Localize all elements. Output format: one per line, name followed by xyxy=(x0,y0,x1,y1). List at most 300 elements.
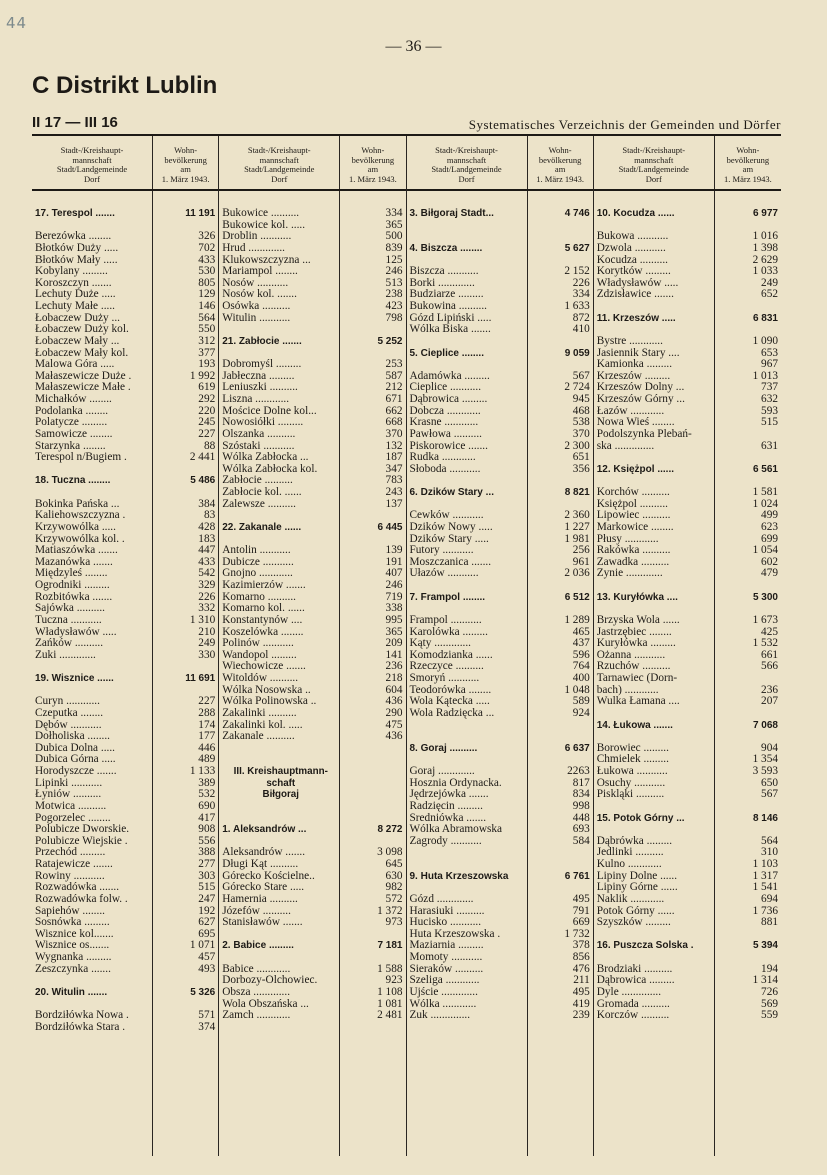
place-population xyxy=(340,952,405,964)
district-population: 5 627 xyxy=(564,242,590,254)
place-population: 211 xyxy=(573,975,590,987)
place-population: 356 xyxy=(572,463,590,475)
place-name: Brodziaki .......... xyxy=(596,963,673,975)
place-name: Dubica Górna ..... xyxy=(35,754,116,766)
place-population: 495 xyxy=(572,893,590,905)
place-population: 247 xyxy=(198,893,216,905)
place-name: Krzywowólka kol. . xyxy=(35,533,125,545)
place-name: Berezówka ........ xyxy=(35,231,112,243)
column-body xyxy=(219,191,405,1156)
place-population: 1 289 xyxy=(564,614,590,626)
place-population: 630 xyxy=(385,870,403,882)
place-name: Hucisko ........... xyxy=(409,917,482,929)
place-name: Kuryłówka ......... xyxy=(596,638,676,650)
district-population: 7 068 xyxy=(752,719,778,731)
place-name: Tuczna ........... xyxy=(35,614,102,626)
place-name: Wiechowicze ....... xyxy=(222,661,306,673)
place-name: Korczów .......... xyxy=(596,1010,670,1022)
place-population: 1 981 xyxy=(564,533,590,545)
place-name: Borowiec ......... xyxy=(596,742,669,754)
table-column xyxy=(406,136,593,1156)
place-name: Rzeczyce .......... xyxy=(409,661,484,673)
place-name xyxy=(32,464,152,476)
place-name: Cieplice ........... xyxy=(409,382,482,394)
place-name: Jasiennik Stary .... xyxy=(596,347,680,359)
place-population: 1 314 xyxy=(752,975,778,987)
place-name: Dąbrowica ......... xyxy=(409,394,488,405)
place-name: Klukowszczyzna ... xyxy=(222,254,311,266)
place-population xyxy=(715,220,781,232)
place-population xyxy=(340,510,405,522)
column-header xyxy=(219,136,405,191)
place-population: 995 xyxy=(385,614,403,626)
place-name: Pogorzelec ........ xyxy=(35,812,111,824)
place-population xyxy=(340,929,405,941)
place-name: Zabłocie .......... xyxy=(222,475,293,487)
place-name xyxy=(407,336,527,348)
place-name: Małaszewicze Duże . xyxy=(35,370,132,382)
place-name: Huta Krzeszowska . xyxy=(409,928,501,940)
place-name: Korytków ......... xyxy=(596,266,671,278)
place-population: 3 593 xyxy=(752,766,778,777)
district-name: 8. Goraj .......... xyxy=(409,742,478,754)
municipality-table xyxy=(32,136,781,1156)
place-population: 726 xyxy=(761,986,778,998)
place-name: Zdzisławice ....... xyxy=(596,289,674,301)
population-list xyxy=(714,191,781,1156)
header-name: Stadt-/Kreishaupt- mannschaft Stadt/Landgemeinde Dorf xyxy=(431,145,502,184)
place-population: 1 673 xyxy=(752,614,778,626)
place-population: 243 xyxy=(385,487,403,498)
place-population: 593 xyxy=(761,405,778,417)
column-header xyxy=(594,136,781,191)
place-population: 389 xyxy=(198,777,216,789)
place-name: Rudka ............ xyxy=(409,452,476,464)
place-name xyxy=(407,603,527,615)
place-population: 1 090 xyxy=(752,335,778,347)
place-population xyxy=(340,743,405,755)
place-name: Rzuchów .......... xyxy=(596,661,671,673)
place-population: 542 xyxy=(198,568,216,580)
place-population: 132 xyxy=(385,440,403,452)
place-population: 719 xyxy=(385,591,403,603)
place-population: 1 048 xyxy=(564,684,590,696)
place-name: Hosznia Ordynacka. xyxy=(409,777,502,789)
place-name: Antolin ........... xyxy=(222,545,291,557)
district-name: 14. Łukowa ....... xyxy=(596,719,673,731)
place-name: Witulin ........... xyxy=(222,312,291,324)
place-population: 1 992 xyxy=(189,370,216,382)
place-name: Polinów ........... xyxy=(222,638,294,650)
place-population: 604 xyxy=(385,684,403,696)
place-population: 365 xyxy=(385,219,403,231)
place-name xyxy=(407,847,527,859)
place-population: 436 xyxy=(385,696,403,708)
place-name: Stanisławów ....... xyxy=(222,917,303,929)
section-range: II 17 — III 16 xyxy=(32,114,118,131)
place-name: Harasiuki .......... xyxy=(409,905,485,917)
place-name: Samowicze ........ xyxy=(35,428,113,440)
place-name xyxy=(32,487,152,499)
table-column xyxy=(218,136,405,1156)
place-population xyxy=(340,836,405,848)
place-name: Matiaszówka ....... xyxy=(35,545,118,557)
district-name: 4. Biszcza ........ xyxy=(409,242,483,254)
place-name: Krasne ............ xyxy=(409,417,479,429)
place-name: Lechuty Duże ..... xyxy=(35,289,116,301)
place-name xyxy=(219,801,339,813)
place-population xyxy=(528,731,593,743)
place-population: 378 xyxy=(572,940,590,952)
district-name: 3. Biłgoraj Stadt... xyxy=(409,208,494,219)
place-population: 292 xyxy=(198,394,216,405)
place-population: 596 xyxy=(572,649,590,661)
district-name: 21. Zabłocie ....... xyxy=(222,335,302,347)
place-name: Piskląki .......... xyxy=(596,789,665,801)
place-name: Gnojno ............ xyxy=(222,568,293,580)
district-population: 6 761 xyxy=(564,870,590,882)
place-name: Wólka Zabłocka ... xyxy=(222,452,309,464)
place-name xyxy=(594,301,714,313)
place-name: Nosów ........... xyxy=(222,277,289,289)
place-population: 377 xyxy=(198,347,216,359)
place-population: 146 xyxy=(198,301,216,312)
place-population: 288 xyxy=(198,707,216,719)
place-population xyxy=(528,882,593,894)
place-name: Słoboda ........... xyxy=(409,463,481,475)
place-population: 1 541 xyxy=(752,882,778,894)
place-name: Krzeszów Dolny ... xyxy=(596,382,685,394)
place-population: 212 xyxy=(385,382,403,394)
place-name: Konstantynów .... xyxy=(222,614,303,626)
place-population: 973 xyxy=(385,917,403,929)
place-name: bach) ............ xyxy=(596,684,659,696)
place-population: 1 013 xyxy=(752,370,778,382)
place-name: Kamionka ......... xyxy=(596,359,673,371)
place-name: Łukowa ........... xyxy=(596,766,668,777)
place-population xyxy=(153,685,218,697)
place-population: 433 xyxy=(198,556,216,568)
place-name: Polatycze ......... xyxy=(35,417,108,429)
place-population: 177 xyxy=(198,731,216,743)
district-name: 1. Aleksandrów ... xyxy=(222,824,307,836)
place-population: 141 xyxy=(385,649,403,661)
district-population: 6 831 xyxy=(752,312,778,324)
place-name: Nowosiółki ......... xyxy=(222,417,304,429)
page-number: — 36 — xyxy=(385,38,442,55)
place-population: 839 xyxy=(385,242,403,254)
place-name: Witoldów .......... xyxy=(222,673,299,684)
place-population xyxy=(528,220,593,232)
place-name: Wisznice os....... xyxy=(35,940,110,952)
district-population: 6 637 xyxy=(564,742,590,754)
place-population: 671 xyxy=(385,394,403,405)
place-population: 330 xyxy=(198,649,216,661)
place-population xyxy=(528,580,593,592)
place-population: 702 xyxy=(198,242,216,254)
place-population: 384 xyxy=(198,498,216,510)
place-name: Dyle .............. xyxy=(596,986,662,998)
place-name: Krzeszów ......... xyxy=(596,370,671,382)
place-population: 436 xyxy=(385,731,403,743)
place-name xyxy=(407,359,527,371)
place-name: Adamówka ......... xyxy=(409,370,490,382)
place-population: 515 xyxy=(761,417,778,429)
place-name: Błotków Mały ..... xyxy=(35,254,118,266)
place-name: Smoryń ........... xyxy=(409,673,480,684)
place-name: Curyn ............ xyxy=(35,696,100,708)
place-name xyxy=(594,824,714,836)
place-name: Dąbrówka ......... xyxy=(596,835,673,847)
place-name: Koroszczyn ....... xyxy=(35,277,112,289)
place-name: Łazów ............ xyxy=(596,405,665,417)
place-population: 515 xyxy=(198,882,216,894)
place-population: 1 024 xyxy=(752,498,778,510)
place-name: Rozwadówka ....... xyxy=(35,882,120,894)
place-population: 693 xyxy=(572,824,590,836)
place-population: 967 xyxy=(761,359,778,371)
place-name xyxy=(407,882,527,894)
place-name: Wandopol ......... xyxy=(222,649,297,661)
place-population: 690 xyxy=(198,800,216,812)
header-population: Wohn- bevölkerung am 1. März 1943. xyxy=(339,136,405,189)
place-name: Momoty ........... xyxy=(409,952,483,963)
place-name: Szóstaki ........... xyxy=(222,440,295,452)
place-population: 856 xyxy=(572,952,590,963)
header-name: Stadt-/Kreishaupt- mannschaft Stadt/Landgemeinde Dorf xyxy=(244,145,315,184)
place-name: Leniuszki .......... xyxy=(222,382,298,394)
place-population xyxy=(528,255,593,267)
place-name xyxy=(407,220,527,232)
place-name: Droblin ........... xyxy=(222,231,292,243)
place-name: Ratajewicze ....... xyxy=(35,859,113,870)
place-name: Markowice ........ xyxy=(596,521,674,533)
place-population: 448 xyxy=(572,812,590,824)
place-population: 695 xyxy=(198,928,216,940)
place-population xyxy=(153,975,218,987)
place-population xyxy=(528,754,593,766)
place-name: Małaszewicze Małe . xyxy=(35,382,131,394)
place-name: Lipiny Dolne ...... xyxy=(596,870,678,882)
place-population: 791 xyxy=(572,905,590,917)
place-population: 1 588 xyxy=(377,963,403,975)
place-name: Hamernia .......... xyxy=(222,893,298,905)
place-population: 699 xyxy=(761,533,778,545)
place-name: Ułazów ........... xyxy=(409,568,479,580)
place-name: Krzywowólka ..... xyxy=(35,521,116,533)
place-name: Dąbrowica ......... xyxy=(596,975,675,987)
place-population: 908 xyxy=(198,824,216,836)
place-name: Łyniów .......... xyxy=(35,789,102,801)
place-population: 538 xyxy=(572,417,590,429)
place-population: 2 724 xyxy=(564,382,590,394)
place-name: Rozbitówka ....... xyxy=(35,591,113,603)
place-population: 2 300 xyxy=(564,440,590,452)
place-population: 1 398 xyxy=(752,242,778,254)
place-population: 530 xyxy=(198,266,216,278)
place-population: 559 xyxy=(761,1010,778,1022)
place-population: 334 xyxy=(385,208,403,219)
district-population: 11 191 xyxy=(185,208,216,219)
place-population: 567 xyxy=(761,789,778,801)
district-population: 7 181 xyxy=(377,940,403,952)
place-name: Władysławów ..... xyxy=(596,277,679,289)
place-population: 410 xyxy=(572,324,590,336)
district-name: schaft xyxy=(266,777,296,789)
place-population: 805 xyxy=(198,277,216,289)
place-name: Sajówka .......... xyxy=(35,603,105,615)
place-name xyxy=(32,975,152,987)
place-name: Naklik ............ xyxy=(596,893,665,905)
place-population: 783 xyxy=(385,475,403,487)
place-name: Rozwadówka folw. . xyxy=(35,893,128,905)
place-name: Wólka Biska ....... xyxy=(409,324,491,336)
place-population xyxy=(528,336,593,348)
place-population: 183 xyxy=(198,533,216,545)
place-name xyxy=(407,859,527,871)
place-population: 1 633 xyxy=(564,301,590,312)
place-population xyxy=(715,731,781,743)
place-population: 139 xyxy=(385,545,403,557)
place-population: 207 xyxy=(761,696,778,708)
place-population: 310 xyxy=(761,847,778,859)
place-name: Szyszków ......... xyxy=(596,917,671,929)
district-name: 13. Kuryłówka .... xyxy=(596,591,678,603)
place-population: 277 xyxy=(198,859,216,870)
place-name: Wólka Polinowska .. xyxy=(222,696,317,708)
place-population xyxy=(340,766,405,778)
place-name: Sieraków .......... xyxy=(409,963,484,975)
place-population: 253 xyxy=(385,359,403,371)
place-population: 303 xyxy=(198,870,216,882)
place-name: Nowa Wieś ........ xyxy=(596,417,675,429)
place-name: Jabłeczna ......... xyxy=(222,370,295,382)
place-population: 572 xyxy=(385,893,403,905)
place-population: 407 xyxy=(385,568,403,580)
place-name: Płusy ............ xyxy=(596,533,659,545)
place-population: 256 xyxy=(572,545,590,557)
place-population: 1 071 xyxy=(189,940,216,952)
header-population: Wohn- bevölkerung am 1. März 1943. xyxy=(527,136,593,189)
place-name: Jedlinki .......... xyxy=(596,847,664,859)
place-name: Bukowice .......... xyxy=(222,208,300,219)
place-population: 1 081 xyxy=(377,998,403,1010)
place-population xyxy=(153,220,218,232)
place-population xyxy=(340,348,405,360)
place-name: Gromada .......... xyxy=(596,998,670,1010)
place-name: Chmielek ......... xyxy=(596,754,669,766)
place-population: 627 xyxy=(198,917,216,929)
district-name: 11. Krzeszów ..... xyxy=(596,312,676,324)
district-population: 5 300 xyxy=(752,591,778,603)
place-name: Bukowice kol. ..... xyxy=(222,219,306,231)
place-population: 694 xyxy=(761,893,778,905)
place-population: 400 xyxy=(572,673,590,684)
place-population: 425 xyxy=(761,626,778,638)
place-population xyxy=(715,301,781,313)
place-name: Dzików Nowy ..... xyxy=(409,521,493,533)
place-population: 227 xyxy=(198,428,216,440)
place-name: Zakalinki kol. ..... xyxy=(222,719,303,731)
place-name: Piskorowice ....... xyxy=(409,440,488,452)
place-name: Kaliehowszczyzna . xyxy=(35,510,126,522)
place-name: Łobaczew Duży ... xyxy=(35,312,121,324)
place-name: Zalewsze .......... xyxy=(222,498,296,510)
place-population xyxy=(340,801,405,813)
place-population: 668 xyxy=(385,417,403,429)
place-name xyxy=(219,836,339,848)
place-name: Średniówka ....... xyxy=(409,812,487,824)
place-name: Cewków ........... xyxy=(409,510,484,522)
place-name: Futory ........... xyxy=(409,545,474,557)
place-name: Kazimierzów ....... xyxy=(222,580,306,591)
place-name: Bokinka Pańska ... xyxy=(35,498,120,510)
place-population: 564 xyxy=(198,312,216,324)
place-population xyxy=(715,929,781,941)
place-population: 419 xyxy=(572,998,590,1010)
place-name: Dubica Dolna ..... xyxy=(35,742,115,754)
header-name: Stadt-/Kreishaupt- mannschaft Stadt/Landgemeinde Dorf xyxy=(56,145,128,184)
place-name: Podolanka ........ xyxy=(35,405,109,417)
district-population: 5 252 xyxy=(377,335,403,347)
district-name: 12. Księżpol ...... xyxy=(596,463,674,475)
place-population: 1 033 xyxy=(752,266,778,278)
place-name: Hrud ............. xyxy=(222,242,286,254)
place-name: Moszczanica ....... xyxy=(409,556,492,568)
place-name: Bukowa ........... xyxy=(596,231,669,243)
place-population xyxy=(340,324,405,336)
column-body xyxy=(594,191,781,1156)
place-population: 1 054 xyxy=(752,545,778,557)
place-name: Władysławów ..... xyxy=(35,626,117,638)
place-population: 1 016 xyxy=(752,231,778,243)
place-population: 1 354 xyxy=(752,754,778,766)
place-population: 872 xyxy=(572,312,590,324)
district-name: 20. Witulin ....... xyxy=(35,986,108,998)
district-name: 22. Zakanale ...... xyxy=(222,521,302,533)
place-name: Mazanówka ....... xyxy=(35,556,113,568)
column-body xyxy=(407,191,593,1156)
place-name: ska .............. xyxy=(596,440,655,452)
place-name xyxy=(407,231,527,243)
place-name: Mariampol ........ xyxy=(222,266,298,278)
place-name: Żuk .............. xyxy=(409,1010,471,1022)
place-name: Dobromyśl ......... xyxy=(222,359,302,371)
place-population: 584 xyxy=(572,835,590,847)
place-name: Ogrodniki ......... xyxy=(35,580,110,591)
place-name: Budziarze ......... xyxy=(409,289,484,301)
population-list xyxy=(339,191,405,1156)
district-name: 7. Frampol ........ xyxy=(409,591,486,603)
place-name: Liszna ............ xyxy=(222,394,290,405)
place-population: 326 xyxy=(198,231,216,243)
place-population: 334 xyxy=(572,289,590,301)
place-name: Dzików Stary ..... xyxy=(409,533,489,545)
place-population: 489 xyxy=(198,754,216,766)
place-name xyxy=(219,510,339,522)
district-population: 6 977 xyxy=(752,208,778,219)
district-population: 8 821 xyxy=(564,487,590,498)
place-population: 2263 xyxy=(567,766,590,777)
place-population xyxy=(528,859,593,871)
place-population: 1 317 xyxy=(752,870,778,882)
place-population: 479 xyxy=(761,568,778,580)
place-name: Komarno kol. ...... xyxy=(222,603,305,615)
place-population: 619 xyxy=(198,382,216,394)
place-population xyxy=(153,999,218,1011)
place-name: Zawadka .......... xyxy=(596,556,670,568)
place-population: 187 xyxy=(385,452,403,464)
